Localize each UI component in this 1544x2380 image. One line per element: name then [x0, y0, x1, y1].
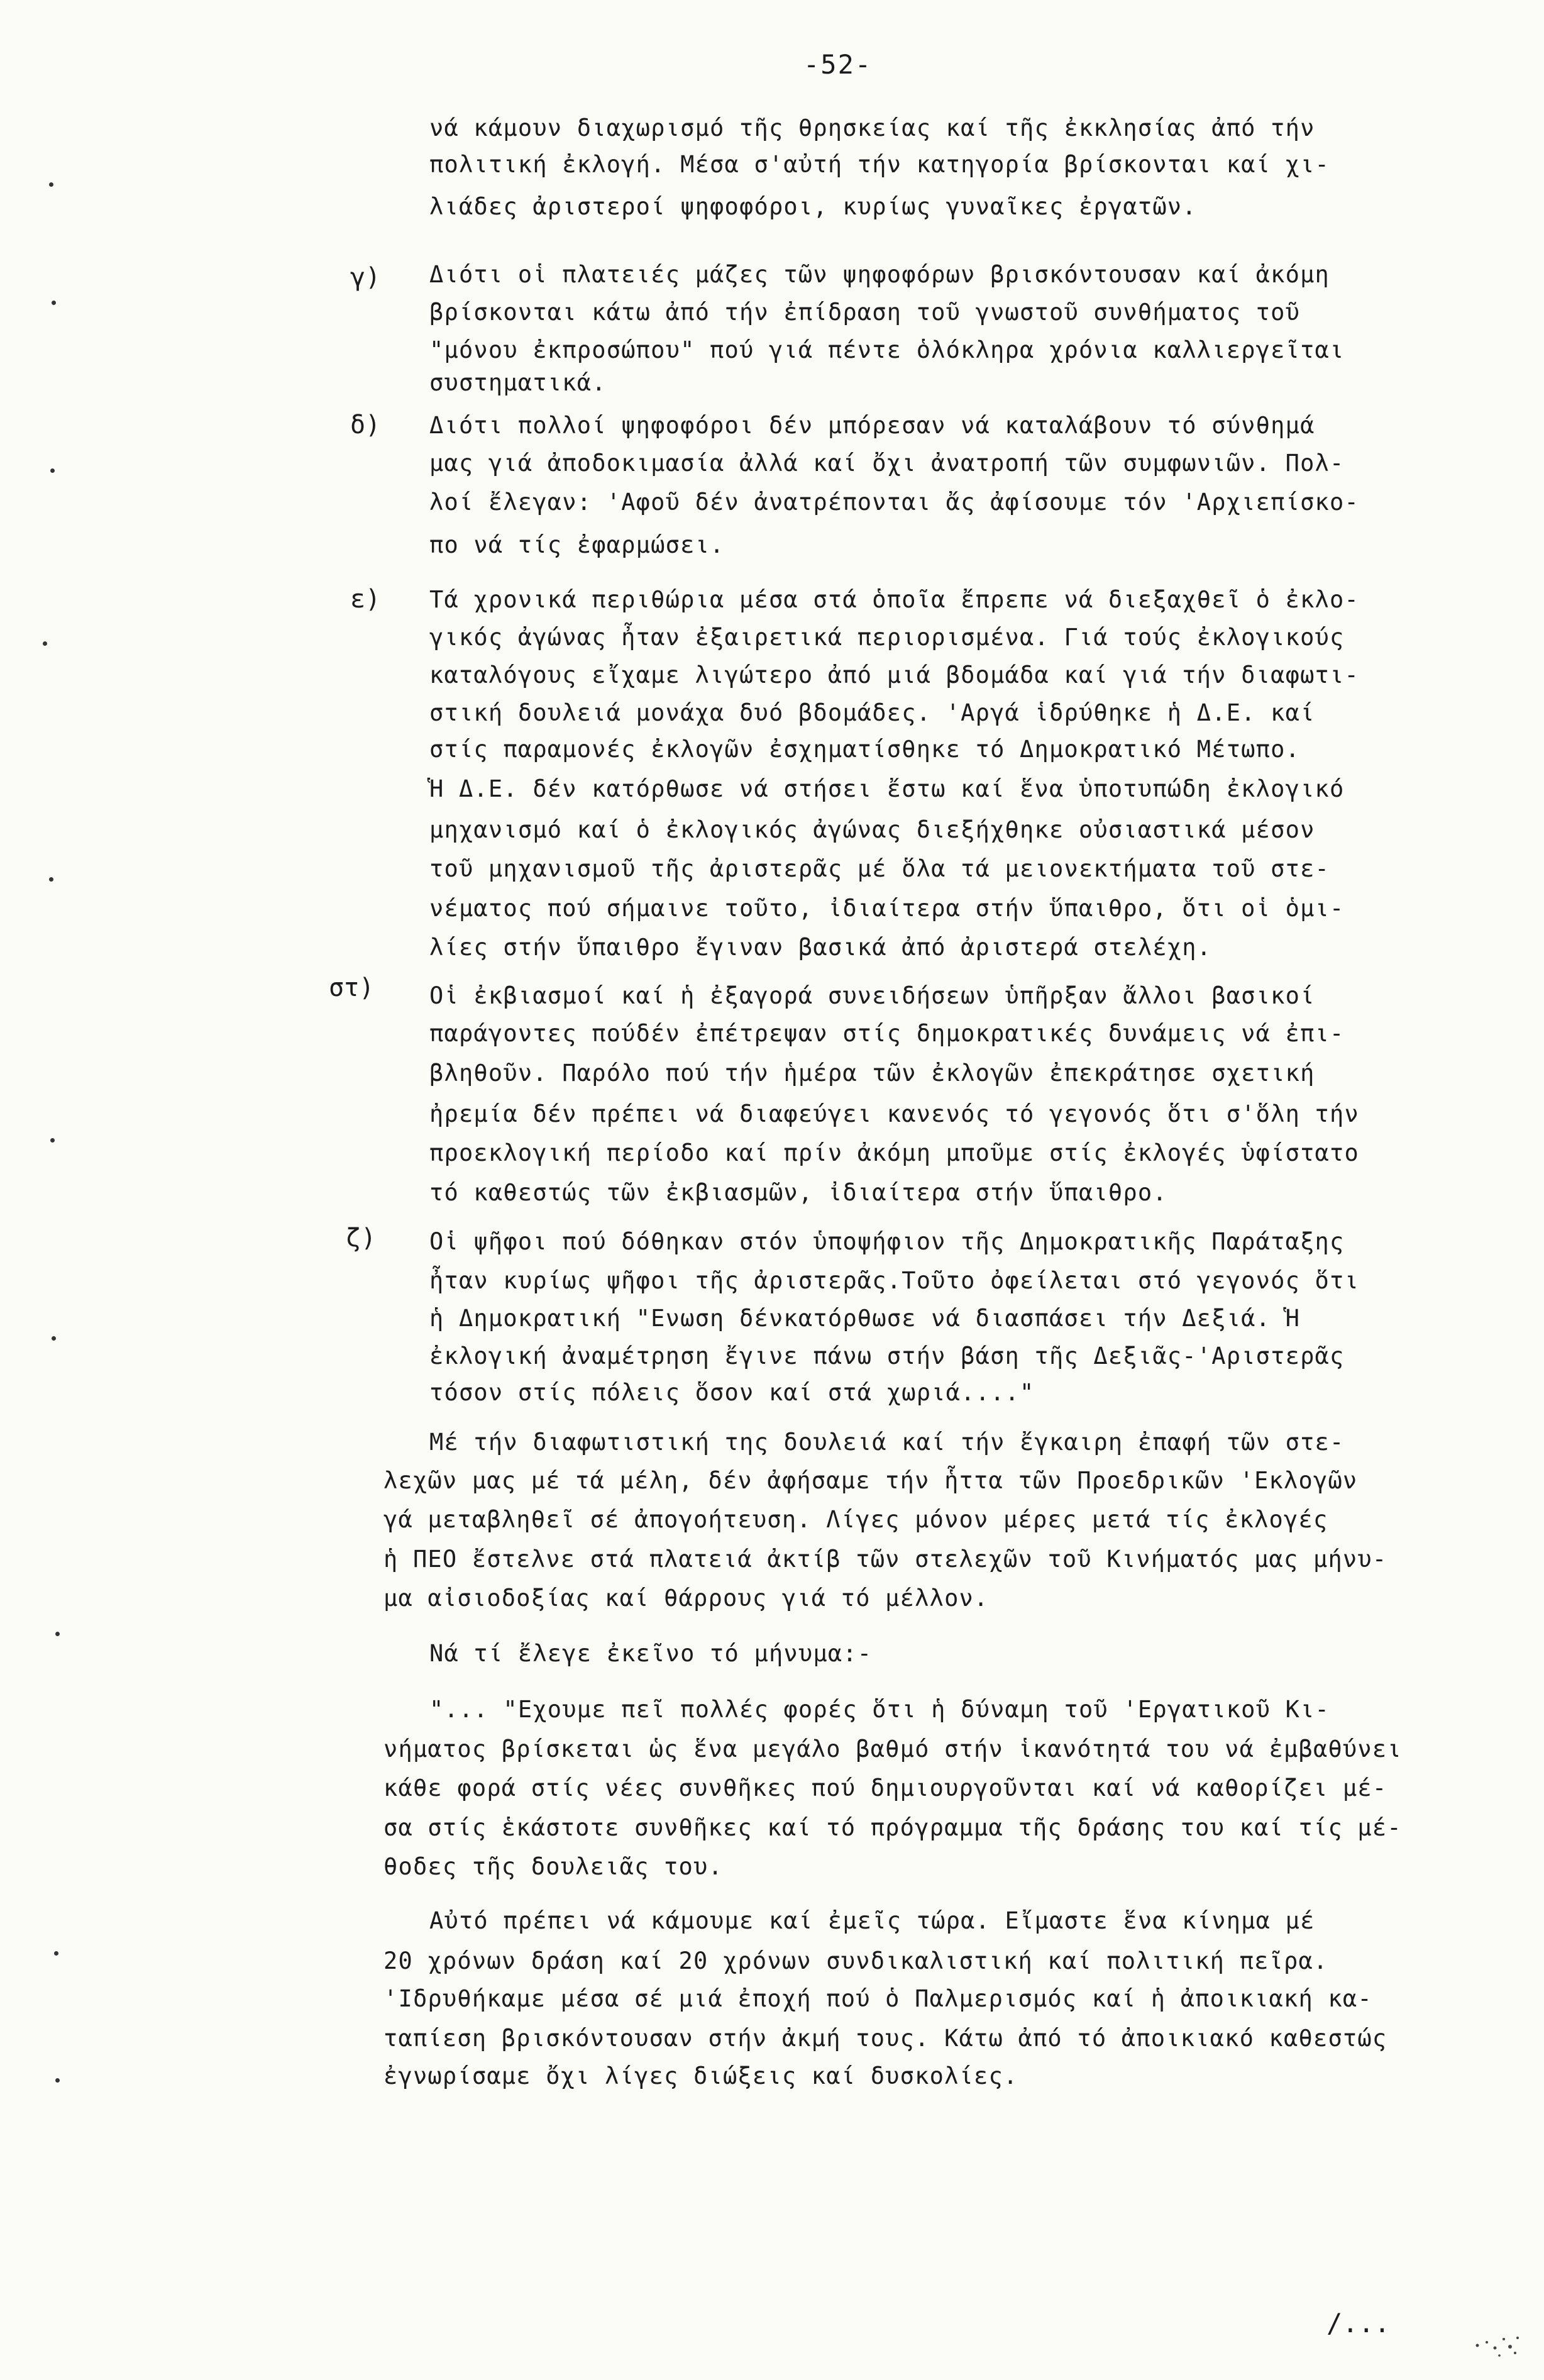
- text-line: ἠρεμία δέν πρέπει νά διαφεύγει κανενός τό γεγονός ὅτι σ'ὅλη τήν: [429, 1100, 1359, 1127]
- text-line: 20 χρόνων δράση καί 20 χρόνων συνδικαλιστική καί πολιτική πεῖρα.: [383, 1947, 1328, 1974]
- margin-dot: [50, 1138, 55, 1143]
- text-line: παράγοντες πούδέν ἐπέτρεψαν στίς δημοκρατικές δυνάμεις νά ἐπι-: [429, 1020, 1345, 1047]
- text-line: ταπίεση βρισκόντουσαν στήν ἀκμή τους. Κάτω ἀπό τό ἀποικιακό καθεστώς: [383, 2025, 1387, 2052]
- text-line: προεκλογική περίοδο καί πρίν ἀκόμη μποῦμε στίς ἐκλογές ὑφίστατο: [429, 1139, 1359, 1166]
- margin-dot: [49, 877, 53, 882]
- text-line: λιάδες ἀριστεροί ψηφοφόροι, κυρίως γυναῖκες ἐργατῶν.: [429, 193, 1197, 220]
- text-line: πο νά τίς ἐφαρμώσει.: [429, 531, 725, 558]
- text-line: βληθοῦν. Παρόλο πού τήν ἡμέρα τῶν ἐκλογῶν ἐπεκράτησε σχετική: [429, 1060, 1315, 1087]
- margin-dot: [50, 468, 55, 473]
- text-line: Οἱ ἐκβιασμοί καί ἡ ἐξαγορά συνειδήσεων ὑπῆρξαν ἄλλοι βασικοί: [429, 982, 1315, 1009]
- text-line: ἡ Δημοκρατική "Ενωση δένκατόρθωσε νά διασπάσει τήν Δεξιά. Ἡ: [429, 1305, 1301, 1332]
- item-marker-stigma: στ): [329, 973, 375, 1002]
- text-line: Μέ τήν διαφωτιστική της δουλειά καί τήν ἔγκαιρη ἐπαφή τῶν στε-: [429, 1429, 1345, 1456]
- item-marker-gamma: γ): [350, 263, 381, 292]
- text-line: συστηματικά.: [429, 369, 607, 396]
- text-line: Αὐτό πρέπει νά κάμουμε καί ἐμεῖς τώρα. Εἴμαστε ἕνα κίνημα μέ: [429, 1907, 1315, 1934]
- text-line: ἡ ΠΕΟ ἔστελνε στά πλατειά ἀκτίβ τῶν στελεχῶν τοῦ Κινήματός μας μήνυ-: [383, 1546, 1387, 1573]
- text-line: καταλόγους εἴχαμε λιγώτερο ἀπό μιά βδομάδα καί γιά τήν διαφωτι-: [429, 661, 1359, 689]
- text-line: λίες στήν ὕπαιθρο ἔγιναν βασικά ἀπό ἀριστερά στελέχη.: [429, 934, 1212, 961]
- margin-dot: [52, 301, 56, 305]
- text-line: νέματος πού σήμαινε τοῦτο, ἰδιαίτερα στήν ὕπαιθρο, ὅτι οἱ ὁμι-: [429, 895, 1345, 922]
- text-line: γά μεταβληθεῖ σέ ἀπογοήτευση. Λίγες μόνον μέρες μετά τίς ἐκλογές: [383, 1506, 1328, 1533]
- item-marker-delta: δ): [350, 411, 381, 440]
- text-line: μηχανισμό καί ὁ ἐκλογικός ἀγώνας διεξήχθηκε οὐσιαστικά μέσον: [429, 816, 1315, 843]
- margin-dot: [55, 1632, 60, 1636]
- text-line: θοδες τῆς δουλειᾶς του.: [383, 1853, 723, 1880]
- item-marker-epsilon: ε): [350, 585, 381, 614]
- text-line: Οἱ ψῆφοι πού δόθηκαν στόν ὑποψήφιον τῆς Δημοκρατικῆς Παράταξης: [429, 1228, 1345, 1255]
- text-line: ἐκλογική ἀναμέτρηση ἔγινε πάνω στήν βάση τῆς Δεξιᾶς-'Αριστερᾶς: [429, 1342, 1345, 1370]
- page-number: -52-: [803, 49, 873, 80]
- text-line: στίς παραμονές ἐκλογῶν ἐσχηματίσθηκε τό Δημοκρατικό Μέτωπο.: [429, 736, 1301, 763]
- text-line: βρίσκονται κάτω ἀπό τήν ἐπίδραση τοῦ γνωστοῦ συνθήματος τοῦ: [429, 299, 1301, 326]
- text-line: τό καθεστώς τῶν ἐκβιασμῶν, ἰδιαίτερα στήν ὕπαιθρο.: [429, 1179, 1167, 1206]
- text-line: νά κάμουν διαχωρισμό τῆς θρησκείας καί τῆς ἐκκλησίας ἀπό τήν: [429, 114, 1315, 141]
- text-line: "μόνου ἐκπροσώπου" πού γιά πέντε ὁλόκληρα χρόνια καλλιεργεῖται: [429, 336, 1345, 363]
- text-line: Τά χρονικά περιθώρια μέσα στά ὁποῖα ἔπρεπε νά διεξαχθεῖ ὁ ἐκλο-: [429, 586, 1359, 613]
- text-line: Διότι οἱ πλατειές μάζες τῶν ψηφοφόρων βρισκόντουσαν καί ἀκόμη: [429, 261, 1330, 288]
- text-line: νήματος βρίσκεται ὡς ἕνα μεγάλο βαθμό στήν ἱκανότητά του νά ἐμβαθύνει: [383, 1735, 1402, 1763]
- text-line: γικός ἀγώνας ἦταν ἐξαιρετικά περιορισμένα. Γιά τούς ἐκλογικούς: [429, 624, 1345, 651]
- text-line: λοί ἔλεγαν: 'Αφοῦ δέν ἀνατρέπονται ἄς ἀφίσουμε τόν 'Αρχιεπίσκο-: [429, 489, 1359, 516]
- text-line: λεχῶν μας μέ τά μέλη, δέν ἀφήσαμε τήν ἧττα τῶν Προεδρικῶν 'Εκλογῶν: [383, 1467, 1358, 1494]
- text-line: ἦταν κυρίως ψῆφοι τῆς ἀριστερᾶς.Τοῦτο ὀφείλεται στό γεγονός ὅτι: [429, 1267, 1359, 1294]
- scan-speckle: [1471, 2320, 1528, 2364]
- margin-dot: [52, 1336, 56, 1341]
- text-line: πολιτική ἐκλογή. Μέσα σ'αὐτή τήν κατηγορία βρίσκονται καί χι-: [429, 151, 1330, 178]
- margin-dot: [54, 1951, 58, 1956]
- text-line: 'Ιδρυθήκαμε μέσα σέ μιά ἐποχή πού ὁ Παλμερισμός καί ἡ ἀποικιακή κα-: [383, 1985, 1372, 2012]
- text-line: Ἡ Δ.Ε. δέν κατόρθωσε νά στήσει ἔστω καί ἕνα ὑποτυπώδη ἐκλογικό: [429, 775, 1345, 802]
- text-line: Νά τί ἔλεγε ἐκεῖνο τό μήνυμα:-: [429, 1640, 873, 1667]
- text-line: στική δουλειά μονάχα δυό βδομάδες. 'Αργά ἱδρύθηκε ἡ Δ.Ε. καί: [429, 699, 1315, 726]
- text-line: "... "Εχουμε πεῖ πολλές φορές ὅτι ἡ δύναμη τοῦ 'Εργατικοῦ Κι-: [429, 1696, 1330, 1723]
- text-line: κάθε φορά στίς νέες συνθῆκες πού δημιουργοῦνται καί νά καθορίζει μέ-: [383, 1774, 1387, 1802]
- text-line: σα στίς ἑκάστοτε συνθῆκες καί τό πρόγραμμα τῆς δράσης του καί τίς μέ-: [383, 1814, 1402, 1841]
- margin-dot: [43, 641, 47, 646]
- margin-dot: [49, 182, 53, 187]
- text-line: Διότι πολλοί ψηφοφόροι δέν μπόρεσαν νά καταλάβουν τό σύνθημά: [429, 412, 1315, 439]
- text-line: μας γιά ἀποδοκιμασία ἀλλά καί ὄχι ἀνατροπή τῶν συμφωνιῶν. Πολ-: [429, 450, 1345, 477]
- text-line: μα αἰσιοδοξίας καί θάρρους γιά τό μέλλον.: [383, 1585, 989, 1612]
- text-line: ἐγνωρίσαμε ὄχι λίγες διώξεις καί δυσκολίες.: [383, 2062, 1018, 2089]
- margin-dot: [55, 2078, 60, 2083]
- text-line: τοῦ μηχανισμοῦ τῆς ἀριστερᾶς μέ ὅλα τά μειονεκτήματα τοῦ στε-: [429, 855, 1330, 882]
- text-line: τόσον στίς πόλεις ὅσον καί στά χωριά....": [429, 1379, 1035, 1406]
- continuation-mark: /...: [1326, 2308, 1391, 2338]
- item-marker-zeta: ζ): [346, 1224, 377, 1253]
